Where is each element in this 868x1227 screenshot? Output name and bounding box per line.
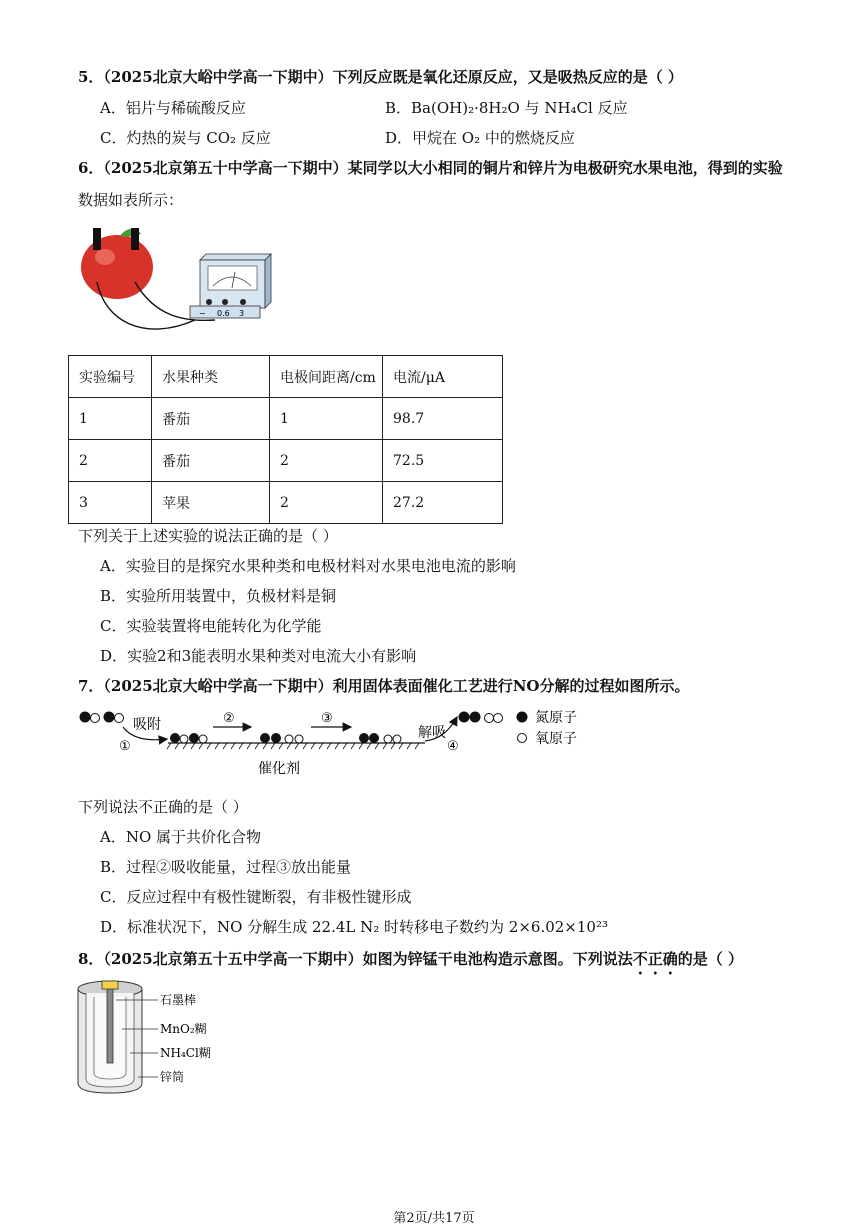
- table-header: 电极间距离/cm: [270, 356, 383, 398]
- label-zinc-can: 锌筒: [160, 1070, 185, 1084]
- table-cell: 1: [270, 398, 383, 440]
- table-cell: 98.7: [383, 398, 503, 440]
- table-cell: 72.5: [383, 440, 503, 482]
- q7-option-b: B．过程②吸收能量，过程③放出能量: [100, 858, 352, 876]
- q8-stem: 8．（2025北京第五十五中学高一下期中）如图为锌锰干电池构造示意图。下列说法不正确的是（ ）: [78, 950, 743, 968]
- legend-nitrogen: 氮原子: [535, 710, 577, 726]
- q5-option-d: D．甲烷在 O₂ 中的燃烧反应: [385, 129, 575, 147]
- table-cell: 1: [69, 398, 152, 440]
- table-cell: 2: [69, 440, 152, 482]
- desorb-label: 解吸: [418, 725, 446, 741]
- q6-option-a: A．实验目的是探究水果种类和电极材料对水果电池电流的影响: [100, 557, 516, 575]
- q7-question: 下列说法不正确的是（ ）: [78, 798, 248, 816]
- q8-emphasis: 不正确: [632, 950, 678, 968]
- table-cell: 番茄: [152, 398, 270, 440]
- q6-option-c: C．实验装置将电能转化为化学能: [100, 617, 322, 635]
- page-footer: 第2页/共17页: [393, 1211, 475, 1226]
- nitrogen-atom-icon: [517, 712, 528, 723]
- q6-stem-line2: 数据如表所示：: [78, 191, 184, 209]
- adsorb-label: 吸附: [133, 717, 161, 733]
- apple-icon: [81, 235, 153, 299]
- q5-option-b: B．Ba(OH)₂·8H₂O 与 NH₄Cl 反应: [385, 99, 628, 117]
- step3-label: ③: [321, 711, 333, 726]
- label-graphite: 石墨棒: [160, 993, 197, 1007]
- q7-stem: 7．（2025北京大峪中学高一下期中）利用固体表面催化工艺进行NO分解的过程如图所示。: [78, 677, 690, 695]
- q6-data-table: [68, 355, 503, 524]
- ammeter-icon: [190, 254, 271, 318]
- q6-question: 下列关于上述实验的说法正确的是（ ）: [78, 527, 338, 545]
- table-row: [69, 440, 503, 482]
- q5-option-a: A．铝片与稀硫酸反应: [100, 99, 246, 117]
- q6-stem-line1: 6．（2025北京第五十中学高一下期中）某同学以大小相同的铜片和锌片为电极研究水果电池，得到的实验: [78, 159, 783, 177]
- label-mno2: MnO₂糊: [160, 1022, 207, 1036]
- table-header: 水果种类: [152, 356, 270, 398]
- legend-oxygen: 氧原子: [535, 731, 577, 747]
- meter-label-3: 3: [239, 309, 245, 318]
- cap-icon: [102, 981, 118, 989]
- meter-label-06: 0.6: [217, 309, 230, 318]
- electrode-right: [131, 228, 139, 250]
- table-cell: 2: [270, 440, 383, 482]
- step4-label: ④: [447, 739, 459, 754]
- fruit-battery-figure: [75, 222, 275, 347]
- q6-option-d: D．实验2和3能表明水果种类对电流大小有影响: [100, 647, 417, 665]
- step2-label: ②: [223, 711, 235, 726]
- table-cell: 3: [69, 482, 152, 524]
- table-cell: 27.2: [383, 482, 503, 524]
- oxygen-atom-icon: [518, 734, 527, 743]
- table-cell: 苹果: [152, 482, 270, 524]
- table-header: 电流/μA: [383, 356, 503, 398]
- electrode-left: [93, 228, 101, 250]
- label-nh4cl: NH₄Cl糊: [160, 1046, 211, 1060]
- table-row: [69, 482, 503, 524]
- table-header-row: [69, 356, 503, 398]
- table-cell: 番茄: [152, 440, 270, 482]
- graphite-rod: [107, 985, 113, 1063]
- zinc-manganese-battery-figure: [72, 975, 232, 1100]
- q5-option-c: C．灼热的炭与 CO₂ 反应: [100, 129, 271, 147]
- q7-option-c: C．反应过程中有极性键断裂，有非极性键形成: [100, 888, 412, 906]
- step1-label: ①: [119, 739, 131, 754]
- q6-option-b: B．实验所用装置中，负极材料是铜: [100, 587, 337, 605]
- catalyst-label: 催化剂: [258, 761, 300, 777]
- q7-option-a: A．NO 属于共价化合物: [100, 828, 262, 846]
- meter-label-neg: −: [199, 309, 206, 318]
- table-cell: 2: [270, 482, 383, 524]
- table-row: [69, 398, 503, 440]
- table-header: 实验编号: [69, 356, 152, 398]
- q5-stem: 5．（2025北京大峪中学高一下期中）下列反应既是氧化还原反应，又是吸热反应的是（ ）: [78, 68, 683, 86]
- q7-option-d: D．标准状况下，NO 分解生成 22.4L N₂ 时转移电子数约为 2×6.02×10²³: [100, 918, 608, 936]
- no-decomposition-diagram: [75, 705, 615, 780]
